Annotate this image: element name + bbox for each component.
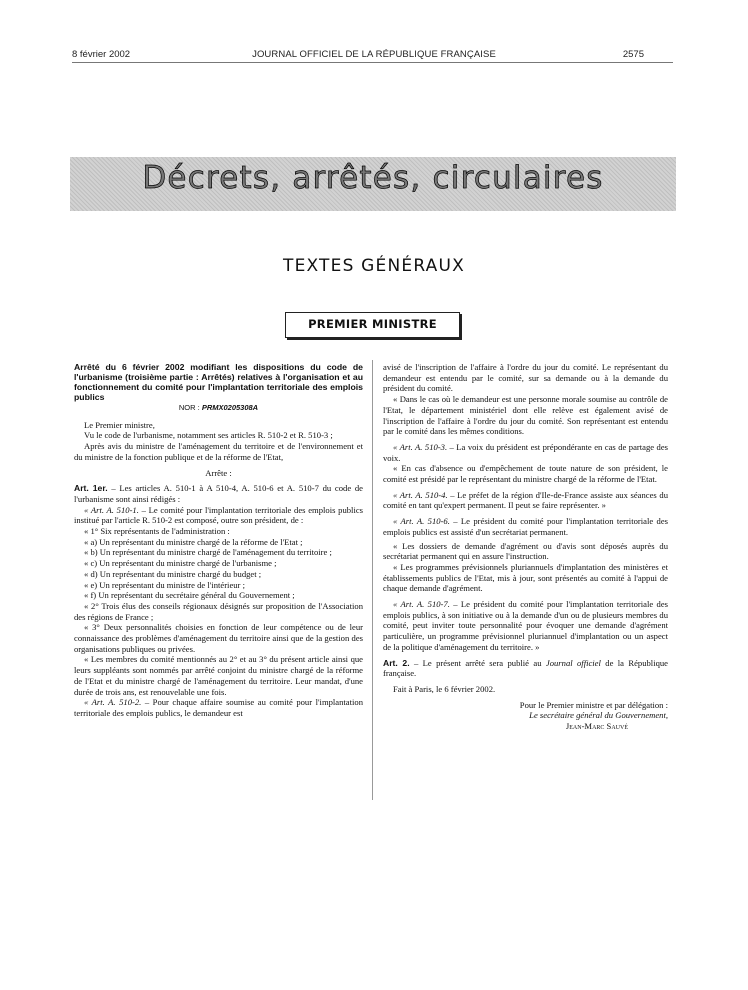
list-item: « d) Un représentant du ministre chargé du budget ;	[84, 568, 262, 579]
article-text: – Pour chaque affaire soumise au comité pour l'implantation territoriale des emplois publics, le demandeur est	[74, 697, 363, 718]
page-number: 2575	[622, 49, 644, 60]
paragraph: « Dans le cas où le demandeur est une personne morale soumise au contrôle de l'Etat, le département ministériel dont elle relève est également avisé de l'inscription de l'affaire à l'ordre du jour du comité. Son représentant est entendu par le comité dans les mêmes conditions.	[383, 394, 668, 437]
article-ref: « Art. A. 510-7.	[393, 599, 450, 610]
left-column	[74, 362, 363, 719]
article-a510-2	[74, 697, 363, 718]
article-label: Art. 2.	[383, 657, 410, 668]
signatory-name: Jean-Marc Sauvé	[565, 721, 628, 732]
paragraph-arrete: Arrête :	[205, 467, 232, 478]
nor-reference	[74, 403, 363, 414]
article-text: – Le présent arrêté sera publié au	[409, 657, 546, 668]
article-text: – Le préfet de la région d'Ile-de-France assiste aux séances du comité en tant qu'expert permanent. Il peut se faire représenter. »	[383, 489, 668, 511]
signature-name	[383, 721, 668, 732]
list-item: « c) Un représentant du ministre chargé de l'urbanisme ;	[84, 558, 277, 569]
nor-value: PRMX0205308A	[201, 403, 259, 412]
article-text: – Le président du comité pour l'implantation territoriale des emplois publics, à son initiative ou à la demande d'un ou de plusieurs membres du comité, peut inviter toute personnalité pour évoquer une demande d'agrément particulière, un programme prévisionnel pluriannuel d'implantation ou un aspect de la politique d'aménagement du territoire. »	[383, 599, 668, 652]
article-text: – Les articles A. 510-1 à A 510-4, A. 510-6 et A. 510-7 du code de l'urbanisme sont ainsi rédigés :	[74, 483, 363, 504]
paragraph: « En cas d'absence ou d'empêchement de toute nature de son président, le comité est présidé par le représentant du ministre chargé de la réforme de l'Etat.	[383, 463, 668, 485]
list-item: « 2° Trois élus des conseils régionaux désignés sur proposition de l'Association des régions de France ;	[74, 600, 363, 622]
decree-title: Arrêté du 6 février 2002 modifiant les dispositions du code de l'urbanisme (troisième partie : Arrêtés) relatives à l'organisation et au fonctionnement du comité pour l'implantation territoriale des emplois publics	[74, 362, 363, 402]
article-ref: « Art. A. 510-4.	[393, 489, 448, 500]
article-text: – La voix du président est prépondérante en cas de partage des voix.	[383, 441, 668, 463]
article-1	[74, 483, 363, 504]
article-text: – Le comité pour l'implantation territoriale des emplois publics institué par l'article R. 510-2 est composé, outre son président, de :	[74, 504, 363, 526]
ministry-heading: PREMIER MINISTRE	[308, 317, 437, 331]
article-text: – Le président du comité pour l'implantation territoriale des emplois publics est assisté d'un secrétariat permanent.	[383, 516, 668, 537]
article-a510-6	[383, 516, 668, 537]
header-date: 8 février 2002	[72, 49, 131, 60]
paragraph: Après avis du ministre de l'aménagement du territoire et de l'environnement et du ministre de la fonction publique et de la réforme de l'Etat,	[74, 441, 363, 462]
article-a510-1	[74, 505, 363, 526]
list-item: « 1° Six représentants de l'administration :	[84, 526, 230, 537]
paragraph: « Les programmes prévisionnels pluriannuels d'implantation des ministères et établissements publics de l'Etat, mis à jour, sont présentés au comité à l'appui de chaque demande d'agrément.	[383, 561, 668, 594]
column-divider	[372, 360, 373, 800]
paragraph: Le Premier ministre,	[84, 419, 155, 430]
article-a510-7	[383, 599, 668, 653]
signature-role-text: Le secrétaire général du Gouvernement,	[529, 710, 668, 721]
paragraph: Vu le code de l'urbanisme, notamment ses articles R. 510-2 et R. 510-3 ;	[84, 430, 333, 441]
journal-officiel-ref: Journal officiel	[545, 657, 601, 668]
article-ref: « Art. A. 510-2.	[84, 697, 142, 708]
banner-title: Décrets, arrêtés, circulaires	[142, 160, 604, 196]
article-ref: « Art. A. 510-3.	[393, 441, 448, 452]
signature-role	[383, 710, 668, 721]
right-column	[383, 362, 668, 732]
article-text: de la République française.	[383, 657, 668, 679]
article-a510-4	[383, 490, 668, 511]
paragraph: « Les dossiers de demande d'agrément ou d'avis sont déposés auprès du secrétariat permanent qui en assure l'instruction.	[383, 540, 668, 562]
nor-label: NOR :	[178, 403, 200, 412]
list-item: « a) Un représentant du ministre chargé de la réforme de l'Etat ;	[84, 536, 303, 547]
article-a510-3	[383, 442, 668, 463]
list-item: « f) Un représentant du secrétaire général du Gouvernement ;	[84, 590, 295, 601]
article-label: Art. 1er.	[74, 483, 108, 494]
signature-line: Pour le Premier ministre et par délégation :	[519, 699, 668, 710]
done-at: Fait à Paris, le 6 février 2002.	[393, 683, 496, 694]
article-ref: « Art. A. 510-1.	[84, 504, 139, 515]
article-ref: « Art. A. 510-6.	[393, 516, 450, 527]
article-2	[383, 658, 668, 679]
list-item: « e) Un représentant du ministre de l'intérieur ;	[84, 579, 245, 590]
list-item: « 3° Deux personnalités choisies en fonction de leur compétence ou de leur connaissance des problèmes d'aménagement du territoire ainsi que de la gestion des organisations publiques ou privées.	[74, 622, 363, 654]
list-item: « b) Un représentant du ministre chargé de l'aménagement du territoire ;	[84, 547, 332, 558]
paragraph: « Les membres du comité mentionnés au 2° et au 3° du présent article ainsi que leurs suppléants sont nommés par arrêté conjoint du ministre chargé de la réforme de l'Etat et du ministre chargé de l'aménagement du territoire. Leur mandat, d'une durée de trois ans, est renouvelable une fois.	[74, 654, 363, 697]
paragraph: avisé de l'inscription de l'affaire à l'ordre du jour du comité. Le représentant du demandeur est entendu par le comité, sur sa demande ou à la demande du président du comité.	[383, 362, 668, 394]
section-title: TEXTES GÉNÉRAUX	[282, 256, 465, 276]
header-rule	[72, 62, 673, 63]
journal-title: JOURNAL OFFICIEL DE LA RÉPUBLIQUE FRANÇAISE	[252, 49, 496, 60]
